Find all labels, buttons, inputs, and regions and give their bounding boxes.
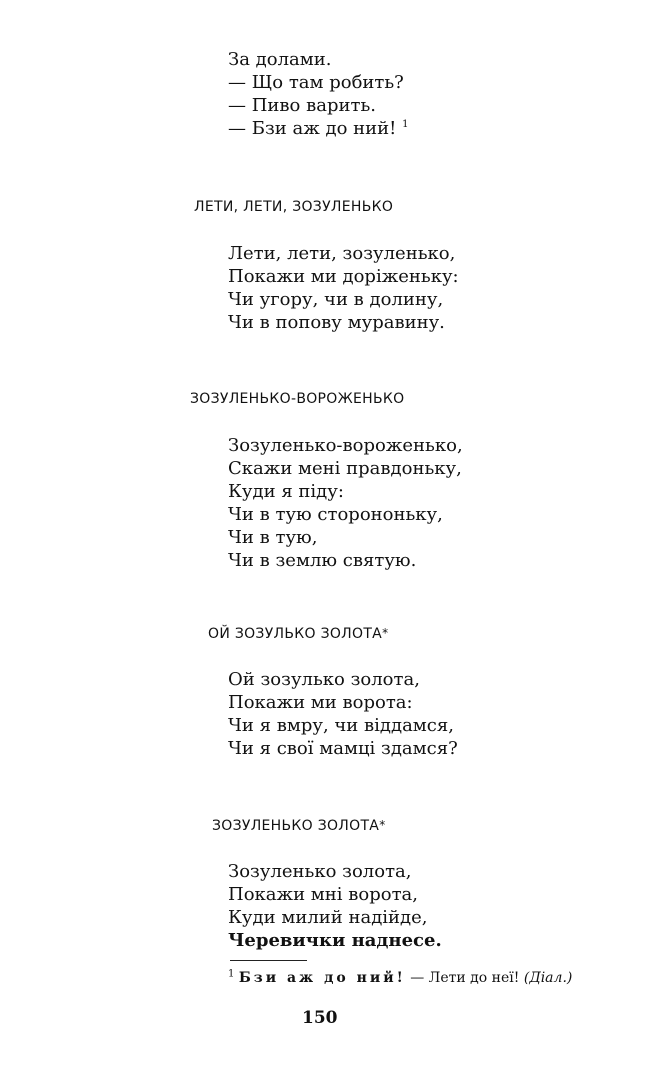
footnote [228, 970, 572, 986]
verse-line: Чи угору, чи в долину, [228, 289, 444, 310]
verse-line: — Що там робить? [228, 72, 404, 93]
footnote-reference: 1 [402, 119, 409, 130]
verse-line: Черевички наднесе. [228, 930, 442, 951]
poem-title-text: ЗОЗУЛЕНЬКО ЗОЛОТА [212, 818, 380, 834]
verse-line: Чи в попову муравину. [228, 312, 445, 333]
verse-line: Покажи ми ворота: [228, 692, 413, 713]
footnote-gloss: — Лети до неї! [405, 970, 524, 986]
verse-line: Чи я свої мамці здамся? [228, 738, 458, 759]
poem-title-text: ОЙ ЗОЗУЛЬКО ЗОЛОТА [208, 626, 383, 642]
footnote-note: (Діал.) [523, 970, 573, 986]
verse-line-text: — Бзи аж до ний! [228, 118, 397, 139]
verse-line: За долами. [228, 49, 332, 70]
poem-stanza [228, 860, 442, 952]
verse-line: Зозуленько золота, [228, 861, 412, 882]
footnote-number: 1 [228, 968, 235, 980]
verse-line [228, 117, 408, 140]
verse-line: Покажи ми доріженьку: [228, 266, 459, 287]
footnote-term: Бзи аж до ний! [238, 970, 406, 986]
poem-stanza [228, 668, 458, 760]
poem-stanza [228, 242, 459, 334]
verse-line: Чи в тую сторононьку, [228, 504, 443, 525]
editorial-mark: * [382, 626, 389, 640]
poem-stanza [228, 434, 463, 572]
editorial-mark: * [379, 818, 386, 832]
verse-line: Куди я піду: [228, 481, 344, 502]
verse-line: Чи я вмру, чи віддамся, [228, 715, 454, 736]
verse-line: Покажи мні ворота, [228, 884, 419, 905]
verse-line: Лети, лети, зозуленько, [228, 243, 456, 264]
poem-title [208, 626, 388, 642]
verse-line: — Пиво варить. [228, 95, 376, 116]
verse-line: Ой зозулько золота, [228, 669, 420, 690]
verse-line: Чи в землю святую. [228, 550, 417, 571]
verse-line: Куди милий надійде, [228, 907, 428, 928]
verse-line: Скажи мені правдоньку, [228, 458, 462, 479]
poem-title [212, 818, 386, 834]
poem-title: ЗОЗУЛЕНЬКО-ВОРОЖЕНЬКО [190, 391, 405, 407]
footnote-divider [230, 960, 307, 961]
verse-line: Зозуленько-вороженько, [228, 435, 463, 456]
stanza-continuation [228, 48, 408, 140]
poem-title: ЛЕТИ, ЛЕТИ, ЗОЗУЛЕНЬКО [194, 199, 394, 215]
verse-line: Чи в тую, [228, 527, 318, 548]
page-number: 150 [302, 1008, 338, 1028]
